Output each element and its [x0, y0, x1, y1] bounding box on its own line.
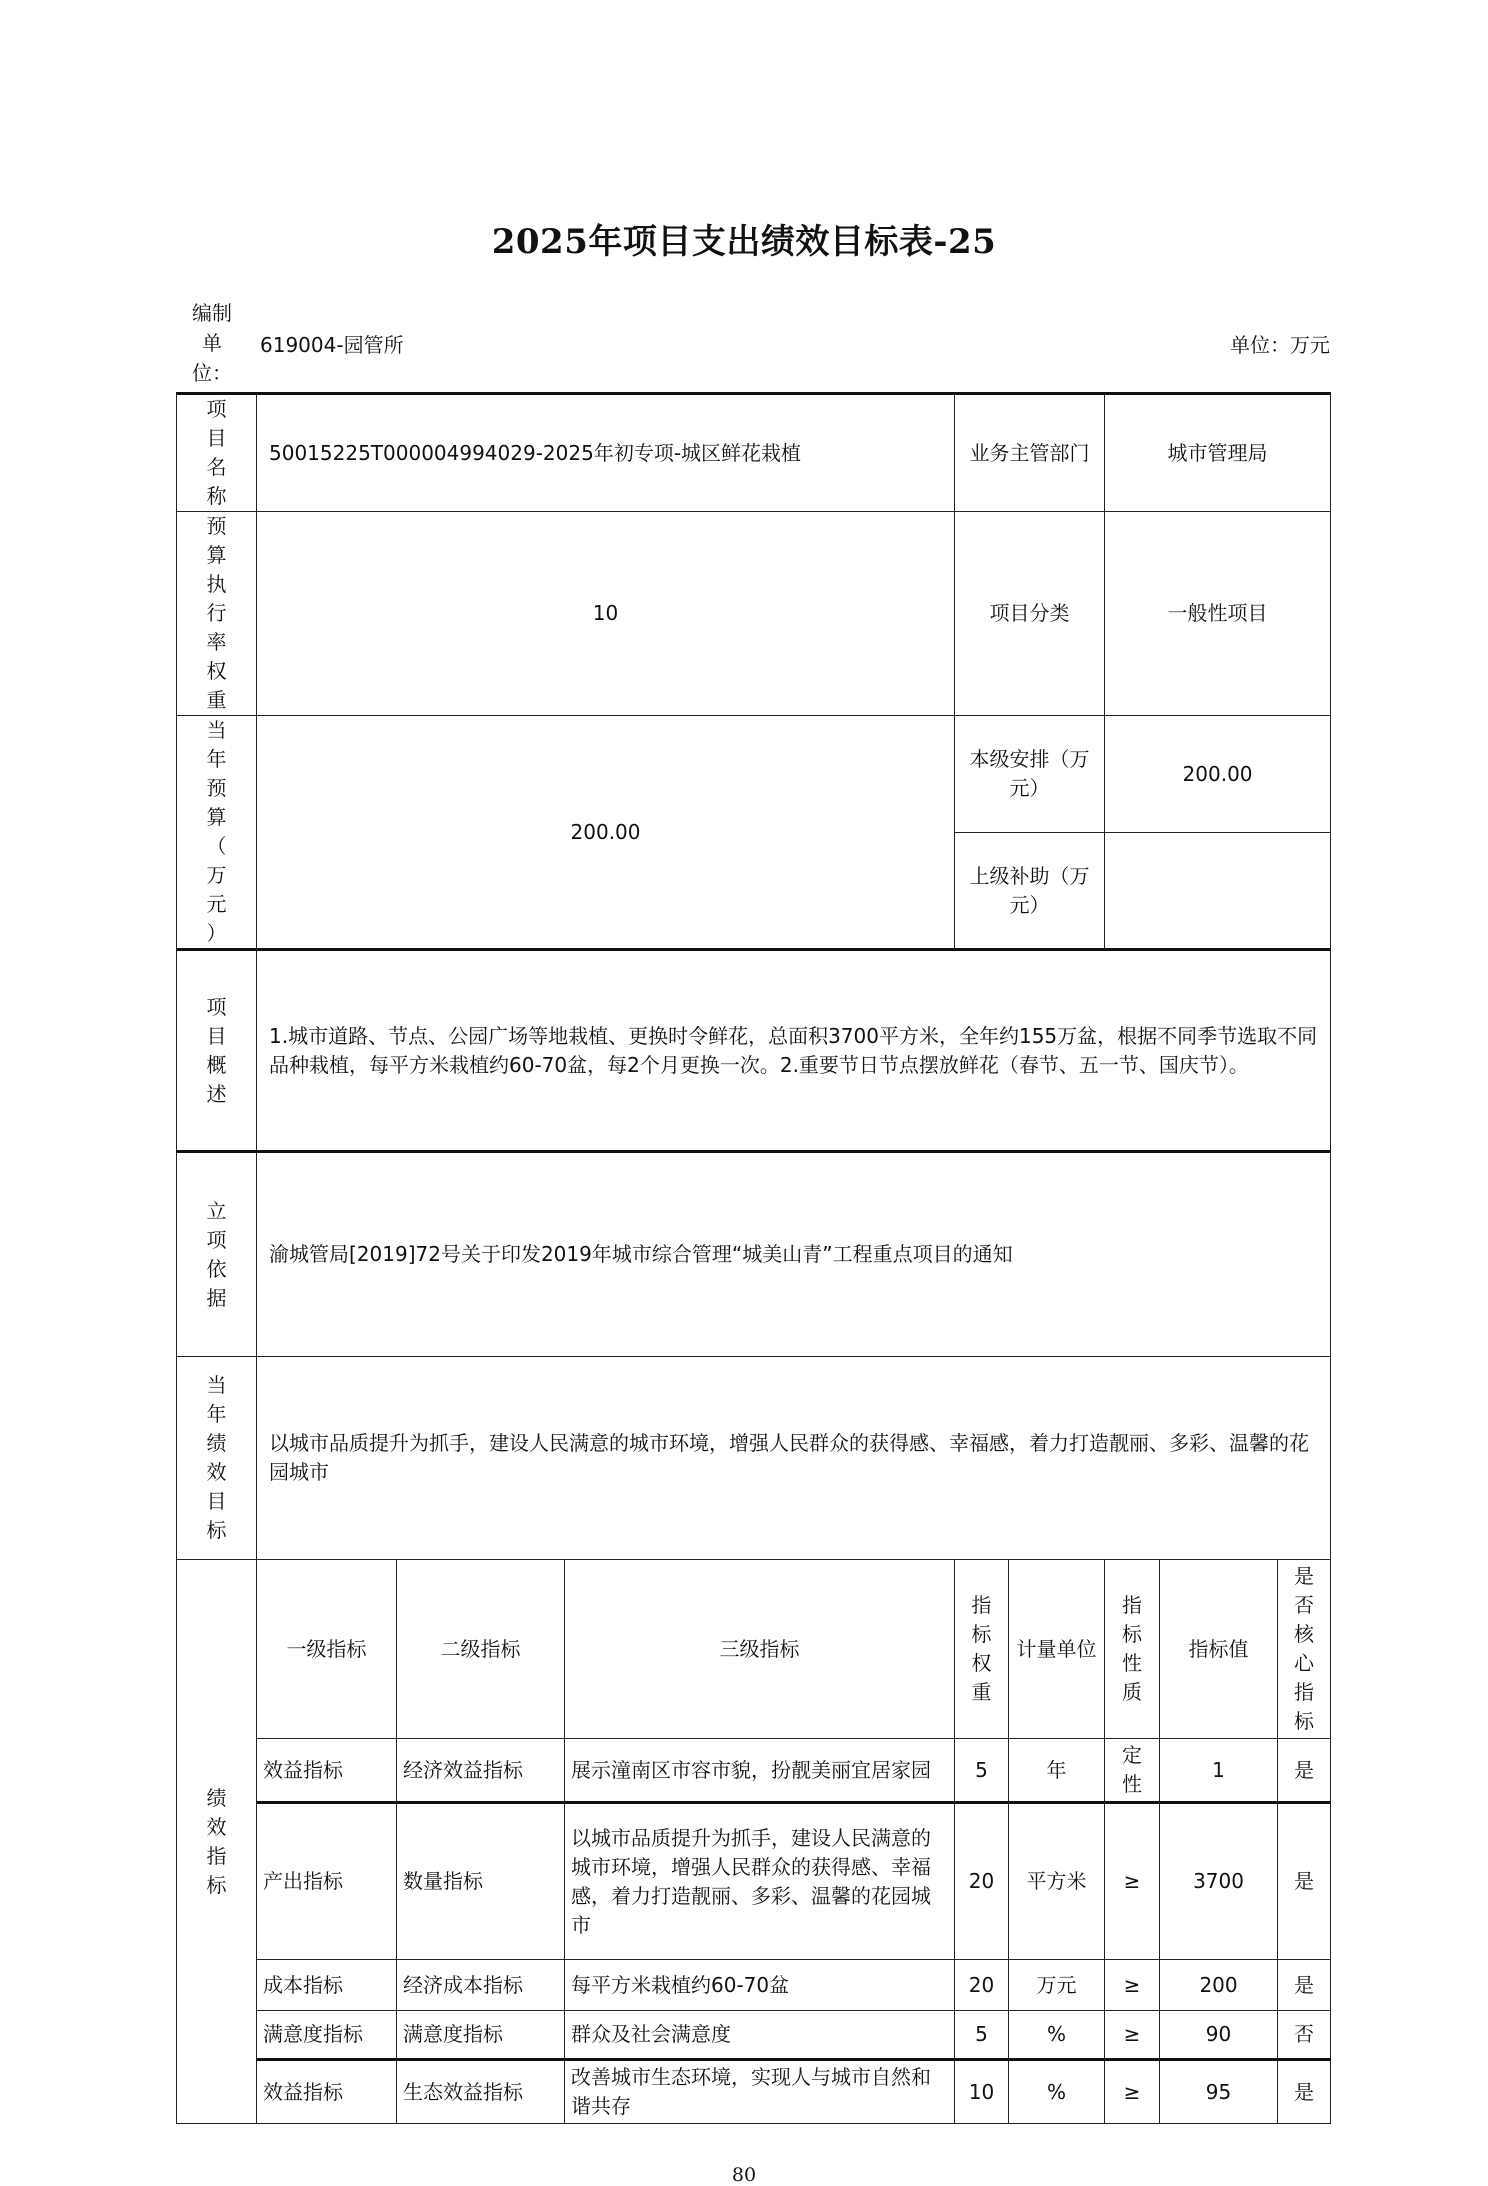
upper-budget-label: 上级补助（万元） [955, 833, 1105, 950]
budget-label [177, 716, 257, 950]
performance-table [176, 392, 1331, 2124]
category-label: 项目分类 [955, 512, 1105, 716]
level3-cell: 每平方米栽植约60-70盆 [565, 1960, 955, 2011]
goal-label [177, 1357, 257, 1560]
level1-cell: 产出指标 [257, 1803, 397, 1960]
value-cell: 90 [1160, 2011, 1278, 2060]
table-row [177, 1739, 1331, 1803]
header-core [1278, 1560, 1331, 1739]
core-cell: 是 [1278, 1739, 1331, 1803]
goal-value: 以城市品质提升为抓手，建设人民满意的城市环境，增强人民群众的获得感、幸福感，着力打造靓丽、多彩、温馨的花园城市 [257, 1357, 1331, 1560]
weight-cell: 5 [955, 1739, 1009, 1803]
upper-budget-value [1105, 833, 1331, 950]
basis-label [177, 1152, 257, 1357]
currency-unit: 单位：万元 [1230, 332, 1330, 357]
budget-row [177, 716, 1331, 833]
page-number: 80 [731, 2164, 757, 2186]
core-cell: 是 [1278, 1960, 1331, 2011]
unit-cell: % [1009, 2011, 1105, 2060]
unit-value: 619004-园管所 [260, 332, 404, 357]
value-cell: 1 [1160, 1739, 1278, 1803]
header-weight [955, 1560, 1009, 1739]
overview-label [177, 950, 257, 1152]
indicator-header-row [177, 1560, 1331, 1739]
header-level2: 二级指标 [397, 1560, 565, 1739]
header-level3: 三级指标 [565, 1560, 955, 1739]
value-cell: 200 [1160, 1960, 1278, 2011]
weight-cell: 10 [955, 2060, 1009, 2124]
overview-row [177, 950, 1331, 1152]
dept-value: 城市管理局 [1105, 394, 1331, 512]
level2-cell: 数量指标 [397, 1803, 565, 1960]
level1-cell: 满意度指标 [257, 2011, 397, 2060]
overview-label-text: 项目概述 [206, 994, 227, 1106]
unit-cell: 平方米 [1009, 1803, 1105, 1960]
local-budget-label: 本级安排（万元） [955, 716, 1105, 833]
level1-cell: 效益指标 [257, 1739, 397, 1803]
table-row [177, 1960, 1331, 2011]
project-name-value: 50015225T000004994029-2025年初专项-城区鲜花栽植 [257, 394, 955, 512]
nature-cell: ≥ [1105, 2011, 1160, 2060]
unit-cell: 万元 [1009, 1960, 1105, 2011]
value-cell: 3700 [1160, 1803, 1278, 1960]
weight-label [177, 512, 257, 716]
level2-cell: 经济成本指标 [397, 1960, 565, 2011]
level2-cell: 满意度指标 [397, 2011, 565, 2060]
table-row [177, 1803, 1331, 1960]
level3-cell: 展示潼南区市容市貌，扮靓美丽宜居家园 [565, 1739, 955, 1803]
weight-value: 10 [257, 512, 955, 716]
level3-cell: 改善城市生态环境，实现人与城市自然和谐共存 [565, 2060, 955, 2124]
header-level1: 一级指标 [257, 1560, 397, 1739]
header-unit: 计量单位 [1009, 1560, 1105, 1739]
document-header [190, 296, 1330, 390]
header-weight-text: 指标权重 [971, 1593, 992, 1704]
indicator-section-label [177, 1560, 257, 2124]
weight-row [177, 512, 1331, 716]
core-cell: 否 [1278, 2011, 1331, 2060]
basis-value: 渝城管局[2019]72号关于印发2019年城市综合管理“城美山青”工程重点项目的通知 [257, 1152, 1331, 1357]
dept-label: 业务主管部门 [955, 394, 1105, 512]
nature-cell: ≥ [1105, 1960, 1160, 2011]
goal-row [177, 1357, 1331, 1560]
unit-label: 编制单位： [192, 301, 232, 385]
table-row [177, 2060, 1331, 2124]
indicator-section-label-text: 绩效指标 [206, 1785, 227, 1897]
nature-cell [1105, 1739, 1160, 1803]
nature-cell: ≥ [1105, 1803, 1160, 1960]
basis-row [177, 1152, 1331, 1357]
level2-cell: 生态效益指标 [397, 2060, 565, 2124]
unit-cell: % [1009, 2060, 1105, 2124]
level2-cell: 经济效益指标 [397, 1739, 565, 1803]
category-value: 一般性项目 [1105, 512, 1331, 716]
level3-cell: 群众及社会满意度 [565, 2011, 955, 2060]
weight-label-text: 预算执行率权重 [206, 514, 227, 712]
project-name-row [177, 394, 1331, 512]
page-title: 2025年项目支出绩效目标表-25 [491, 222, 997, 262]
header-core-text: 是否核心指标 [1294, 1564, 1315, 1733]
value-cell: 95 [1160, 2060, 1278, 2124]
budget-value: 200.00 [257, 716, 955, 950]
budget-label-text: 当年预算（万元） [206, 718, 227, 945]
overview-value: 1.城市道路、节点、公园广场等地栽植、更换时令鲜花，总面积3700平方米，全年约155万盆，根据不同季节选取不同品种栽植，每平方米栽植约60-70盆，每2个月更换一次。2.重要节日节点摆放鲜花（春节、五一节、国庆节）。 [257, 950, 1331, 1152]
basis-label-text: 立项依据 [206, 1198, 227, 1310]
header-nature [1105, 1560, 1160, 1739]
project-name-label-text: 项目名称 [206, 397, 227, 508]
level1-cell: 成本指标 [257, 1960, 397, 2011]
header-value: 指标值 [1160, 1560, 1278, 1739]
weight-cell: 20 [955, 1960, 1009, 2011]
goal-label-text: 当年绩效目标 [206, 1373, 227, 1542]
header-nature-text: 指标性质 [1122, 1593, 1143, 1704]
core-cell: 是 [1278, 1803, 1331, 1960]
level1-cell: 效益指标 [257, 2060, 397, 2124]
table-row [177, 2011, 1331, 2060]
unit-cell: 年 [1009, 1739, 1105, 1803]
level3-cell: 以城市品质提升为抓手，建设人民满意的城市环境，增强人民群众的获得感、幸福感，着力打造靓丽、多彩、温馨的花园城市 [565, 1803, 955, 1960]
weight-cell: 5 [955, 2011, 1009, 2060]
nature-cell-text: 定性 [1122, 1743, 1143, 1796]
local-budget-value: 200.00 [1105, 716, 1331, 833]
core-cell: 是 [1278, 2060, 1331, 2124]
weight-cell: 20 [955, 1803, 1009, 1960]
project-name-label [177, 394, 257, 512]
nature-cell: ≥ [1105, 2060, 1160, 2124]
